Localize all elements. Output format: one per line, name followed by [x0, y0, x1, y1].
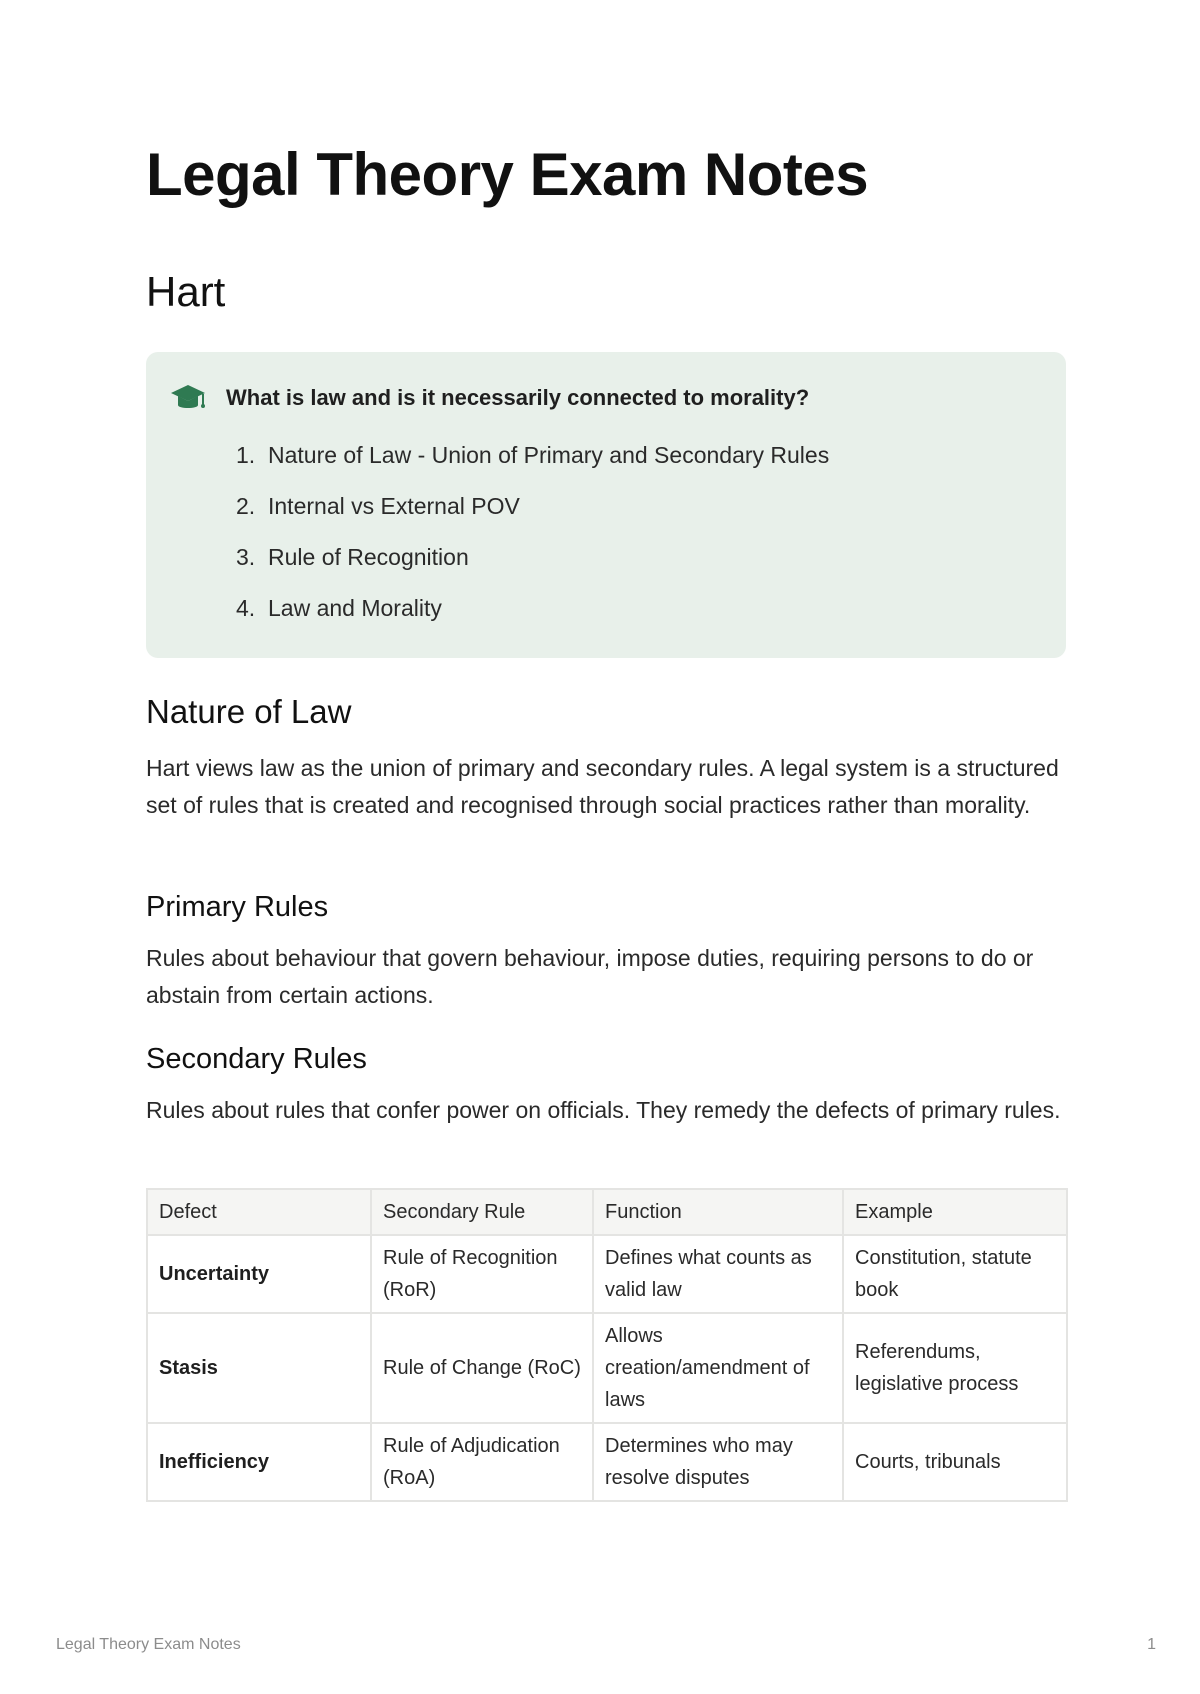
footer-document-title: Legal Theory Exam Notes — [56, 1636, 241, 1653]
table-cell-function: Allows creation/amendment of laws — [593, 1313, 843, 1423]
page-title: Legal Theory Exam Notes — [146, 141, 869, 208]
list-item — [236, 532, 829, 583]
column-header-function: Function — [593, 1189, 843, 1235]
callout-question: What is law and is it necessarily connected to morality? — [226, 385, 810, 410]
list-item — [236, 583, 829, 634]
table-cell-secondary-rule: Rule of Recognition (RoR) — [371, 1235, 593, 1313]
table-cell-function: Determines who may resolve disputes — [593, 1423, 843, 1501]
heading-primary-rules: Primary Rules — [146, 891, 329, 923]
table-header-row — [147, 1189, 1067, 1235]
callout-list — [236, 430, 829, 634]
table-cell-example: Referendums, legislative process — [843, 1313, 1067, 1423]
list-item-text: Rule of Recognition — [268, 544, 469, 570]
heading-secondary-rules: Secondary Rules — [146, 1043, 367, 1075]
section-heading-hart: Hart — [146, 268, 226, 315]
list-item-number: 4. — [236, 595, 256, 621]
column-header-example: Example — [843, 1189, 1067, 1235]
table-cell-defect: Stasis — [147, 1313, 371, 1423]
table-cell-function: Defines what counts as valid law — [593, 1235, 843, 1313]
list-item-number: 3. — [236, 544, 256, 570]
footer-page-number: 1 — [1147, 1636, 1156, 1653]
rules-table — [146, 1188, 1068, 1502]
table-row — [147, 1313, 1067, 1423]
graduation-cap-icon — [170, 382, 206, 414]
list-item-text: Law and Morality — [268, 595, 442, 621]
table-cell-secondary-rule: Rule of Change (RoC) — [371, 1313, 593, 1423]
paragraph-nature-of-law: Hart views law as the union of primary and secondary rules. A legal system is a structured set of rules that is created and recognised through social practices rather than morality. — [146, 755, 1059, 818]
table-cell-example: Constitution, statute book — [843, 1235, 1067, 1313]
table-cell-secondary-rule: Rule of Adjudication (RoA) — [371, 1423, 593, 1501]
heading-nature-of-law: Nature of Law — [146, 693, 352, 730]
list-item-text: Internal vs External POV — [268, 493, 520, 519]
table-cell-defect: Uncertainty — [147, 1235, 371, 1313]
list-item — [236, 430, 829, 481]
list-item-number: 1. — [236, 442, 256, 468]
table-row — [147, 1423, 1067, 1501]
paragraph-secondary-rules: Rules about rules that confer power on officials. They remedy the defects of primary rules. — [146, 1097, 1061, 1123]
column-header-defect: Defect — [147, 1189, 371, 1235]
paragraph-primary-rules: Rules about behaviour that govern behaviour, impose duties, requiring persons to do or abstain from certain actions. — [146, 945, 1034, 1008]
list-item-text: Nature of Law - Union of Primary and Secondary Rules — [268, 442, 830, 468]
column-header-secondary-rule: Secondary Rule — [371, 1189, 593, 1235]
table-cell-defect: Inefficiency — [147, 1423, 371, 1501]
callout-box — [146, 352, 1066, 658]
list-item — [236, 481, 829, 532]
list-item-number: 2. — [236, 493, 256, 519]
table-row — [147, 1235, 1067, 1313]
table-cell-example: Courts, tribunals — [843, 1423, 1067, 1501]
